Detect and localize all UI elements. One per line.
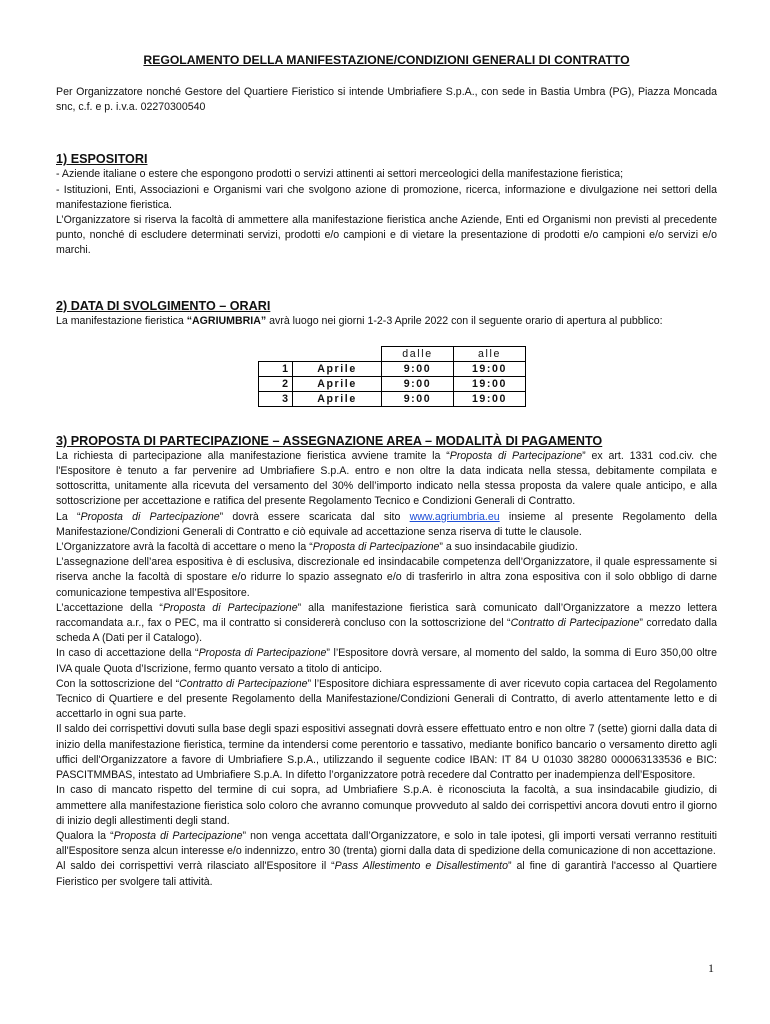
section-3-paragraph-10: Qualora la “Proposta di Partecipazione” non venga accettata dall’Organizzatore, e solo in tale ipotesi, gli importi versati verranno restituiti all'Espositore senza alcun interesse e/o indennizzo, entro 30 (trenta) giorni dalla data di spedizione della comunicazione di non accettazione. <box>56 829 717 858</box>
section-3-paragraph-4: L’assegnazione dell’area espositiva è di esclusiva, discrezionale ed insindacabile competenza dell’Organizzatore, il quale espressamente si riserva anche la facoltà di spostare e/o ridurre lo spazio assegnato e/o di trasferirlo in altra zona espositiva con il solo obbligo di darne comunicazione tempestiva all’Espositore. <box>56 556 717 599</box>
row-to: 19:00 <box>454 391 526 406</box>
table-row <box>259 376 526 391</box>
section-3-paragraph-8: Il saldo dei corrispettivi dovuti sulla base degli spazi espositivi assegnati dovrà essere effettuato entro e non oltre 7 (sette) giorni dalla data di inizio della manifestazione fieristica, termine da intendersi come perentorio e tassativo, mediante bonifico bancario o versamento diretto agli uffici dell'Organizzatore a favore di Umbriafiere S.p.A., utilizzando il seguente codice IBAN: IT 84 U 01030 38280 000063133536 e BIC: PASCITMMBAS, intestato ad Umbriafiere S.p.A. In difetto l’organizzatore potrà recedere dal Contratto per inadempienza dell’Espositore. <box>56 723 717 782</box>
column-header-to: alle <box>454 346 526 361</box>
section-1-heading: 1) ESPOSITORI <box>56 152 148 167</box>
row-day: Aprile <box>293 376 382 391</box>
event-name: “AGRIUMBRIA” <box>186 314 267 327</box>
row-from: 9:00 <box>382 361 454 376</box>
table-row <box>259 361 526 376</box>
row-to: 19:00 <box>454 376 526 391</box>
row-day: Aprile <box>293 391 382 406</box>
section-3-paragraph-7: Con la sottoscrizione del “Contratto di Partecipazione” l’Espositore dichiara espressamente di aver ricevuto copia cartacea del Regolamento Tecnico di Quartiere e del presente Regolamento della Manifestazione/Condizioni Generali di Contratto, di averlo attentamente letto e di accettarlo in ogni sua parte. <box>56 677 717 721</box>
row-to: 19:00 <box>454 361 526 376</box>
section-3-paragraph-11: Al saldo dei corrispettivi verrà rilasciato all'Espositore il “Pass Allestimento e Disallestimento” al fine di garantirà l'accesso al Quartiere Fieristico per svolgere tali attività. <box>56 860 717 888</box>
section-3-heading: 3) PROPOSTA DI PARTECIPAZIONE – ASSEGNAZIONE AREA – MODALITÀ DI PAGAMENTO <box>56 433 603 448</box>
row-index: 1 <box>259 361 293 376</box>
row-day: Aprile <box>293 361 382 376</box>
section-2-paragraph: La manifestazione fieristica “AGRIUMBRIA” avrà luogo nei giorni 1-2-3 Aprile 2022 con il seguente orario di apertura al pubblico: <box>56 314 663 327</box>
row-index: 2 <box>259 376 293 391</box>
section-3-paragraph-3: L’Organizzatore avrà la facoltà di accettare o meno la “Proposta di Partecipazione” a suo insindacabile giudizio. <box>56 541 578 554</box>
row-from: 9:00 <box>382 391 454 406</box>
column-header-from: dalle <box>382 346 454 361</box>
document-page <box>56 52 717 890</box>
section-3-paragraph-5: L’accettazione della “Proposta di Partecipazione” alla manifestazione fieristica sarà comunicato dall’Organizzatore a mezzo lettera raccomandata a.r., fax o PEC, ma il contratto si considererà concluso con la sottoscrizione del “Contratto di Partecipazione” corredato dalla scheda A (Dati per il Catalogo). <box>56 601 717 645</box>
row-from: 9:00 <box>382 376 454 391</box>
table-row <box>259 391 526 406</box>
intro-paragraph: Per Organizzatore nonché Gestore del Quartiere Fieristico si intende Umbriafiere S.p.A., con sede in Bastia Umbra (PG), Piazza Moncada snc, c.f. e p. i.v.a. 02270300540 <box>56 86 717 114</box>
website-link[interactable]: www.agriumbria.eu <box>409 510 500 523</box>
section-3-paragraph-6: In caso di accettazione della “Proposta di Partecipazione” l’Espositore dovrà versare, al momento del saldo, la somma di Euro 350,00 oltre IVA quale Quota d’Iscrizione, fermo quanto versato a titolo di anticipo. <box>56 647 717 675</box>
section-2-heading: 2) DATA DI SVOLGIMENTO – ORARI <box>56 298 271 313</box>
document-title: REGOLAMENTO DELLA MANIFESTAZIONE/CONDIZIONI GENERALI DI CONTRATTO <box>143 53 630 67</box>
section-1-line-2: - Istituzioni, Enti, Associazioni e Organismi vari che svolgono azione di promozione, ricerca, informazione e divulgazione nei settori della manifestazione fieristica. <box>56 183 717 211</box>
opening-hours-table <box>258 346 526 407</box>
page-number: 1 <box>708 961 714 975</box>
row-index: 3 <box>259 391 293 406</box>
section-3-paragraph-1: La richiesta di partecipazione alla manifestazione fieristica avviene tramite la “Proposta di Partecipazione” ex art. 1331 cod.civ. che l'Espositore è tenuto a far pervenire ad Umbriafiere S.p.A. entro e non oltre la data indicata nella stessa, debitamente compilata e sottoscritta, unitamente alla ricevuta del versamento del 30% dell’importo indicato nella stessa proposta da valere quale anticipo, e alla sottoscrizione per accettazione e ratifica del presente Regolamento Tecnico e Condizioni Generali di Contratto. <box>56 449 718 508</box>
table-header-row <box>259 346 526 361</box>
section-1-line-1: - Aziende italiane o estere che espongono prodotti o servizi attinenti ai settori merceologici della manifestazione fieristica; <box>56 168 624 181</box>
section-1-line-3: L’Organizzatore si riserva la facoltà di ammettere alla manifestazione fieristica anche Aziende, Enti ed Organismi non previsti al precedente punto, nonché di escludere determinati servizi, prodotti e/o campioni e di vietare la presentazione di prodotti e/o campioni e/o servizi e/o marchi. <box>56 214 717 257</box>
section-3-paragraph-2: La “Proposta di Partecipazione” dovrà essere scaricata dal sito www.agriumbria.eu insieme al presente Regolamento della Manifestazione/Condizioni Generali di Contratto e ciò equivale ad accettazione senza riserva di tutte le clausole. <box>56 510 717 538</box>
section-3-paragraph-9: In caso di mancato rispetto del termine di cui sopra, ad Umbriafiere S.p.A. è riconosciuta la facoltà, a sua insindacabile giudizio, di ammettere alla manifestazione fieristica solo coloro che avranno comunque provveduto al saldo dei corrispettivi ancora dovuti entro il giorno di inizio degli allestimenti degli stand. <box>56 784 717 827</box>
